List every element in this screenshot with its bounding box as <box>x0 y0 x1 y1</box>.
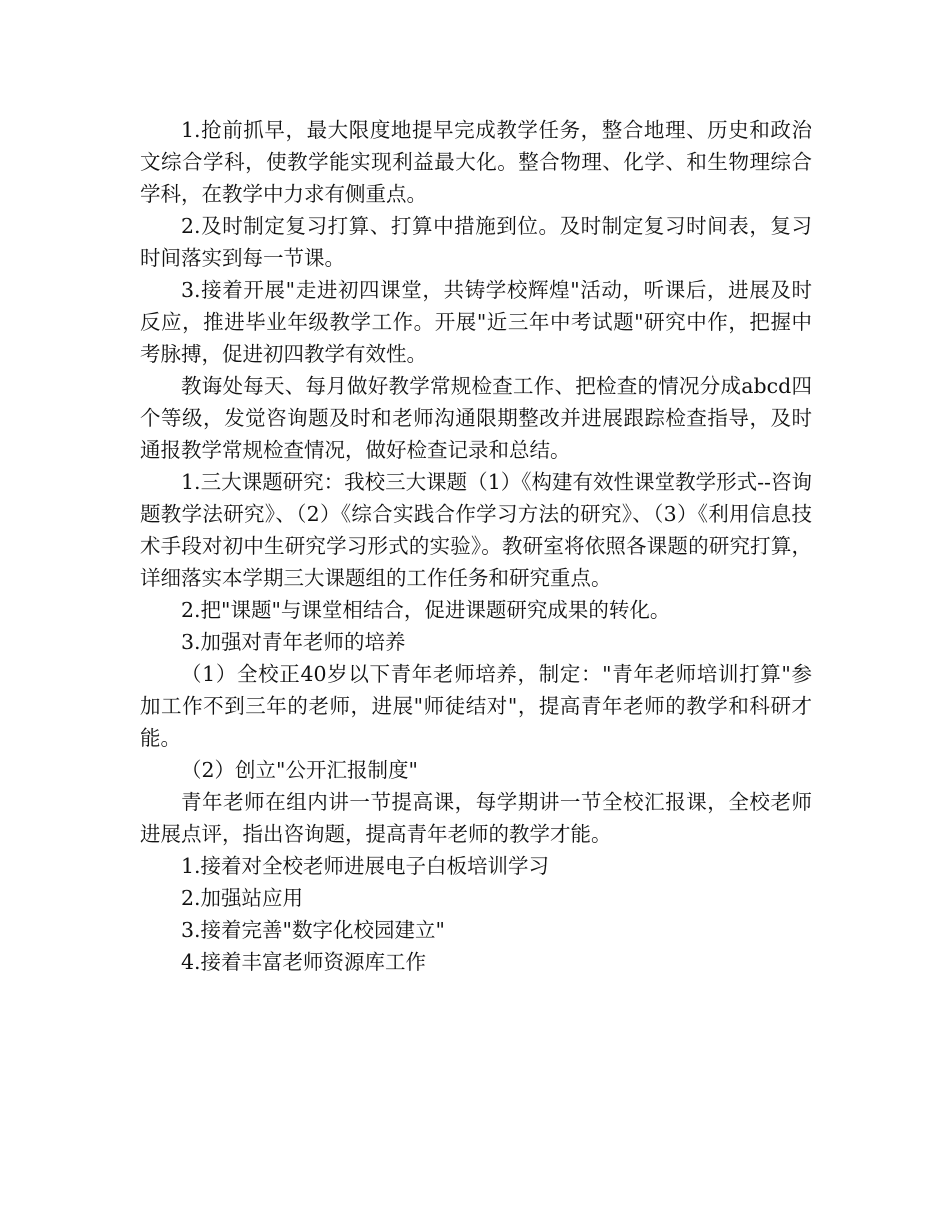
paragraph-3: 3.接着开展"走进初四课堂，共铸学校辉煌"活动，听课后，进展及时反应，推进毕业年级教学工作。开展"近三年中考试题"研究中作，把握中考脉搏，促进初四教学有效性。 <box>140 278 812 366</box>
paragraph-10: 青年老师在组内讲一节提高课，每学期讲一节全校汇报课，全校老师进展点评，指出咨询题，提高青年老师的教学才能。 <box>140 790 812 846</box>
paragraph-5: 1.三大课题研究：我校三大课题（1）《构建有效性课堂教学形式--咨询题教学法研究》、（2）《综合实践合作学习方法的研究》、（3）《利用信息技术手段对初中生研究学习形式的实验》。教研室将依照各课题的研究打算，详细落实本学期三大课题组的工作任务和研究重点。 <box>140 470 812 590</box>
paragraph-6: 2.把"课题"与课堂相结合，促进课题研究成果的转化。 <box>181 598 671 622</box>
paragraph-12: 2.加强站应用 <box>181 886 304 910</box>
paragraph-4: 教诲处每天、每月做好教学常规检查工作、把检查的情况分成abcd四个等级，发觉咨询题及时和老师沟通限期整改并进展跟踪检查指导，及时通报教学常规检查情况，做好检查记录和总结。 <box>140 374 812 462</box>
paragraph-11: 1.接着对全校老师进展电子白板培训学习 <box>181 854 550 878</box>
paragraph-14: 4.接着丰富老师资源库工作 <box>181 950 427 974</box>
paragraph-8: （1）全校正40岁以下青年老师培养，制定："青年老师培训打算"参加工作不到三年的老师，进展"师徒结对"，提高青年老师的教学和科研才能。 <box>140 662 812 750</box>
paragraph-1: 1.抢前抓早，最大限度地提早完成教学任务，整合地理、历史和政治文综合学科，使教学能实现利益最大化。整合物理、化学、和生物理综合学科，在教学中力求有侧重点。 <box>140 118 812 206</box>
paragraph-7: 3.加强对青年老师的培养 <box>181 630 406 654</box>
document-body <box>140 114 812 978</box>
paragraph-2: 2.及时制定复习打算、打算中措施到位。及时制定复习时间表，复习时间落实到每一节课。 <box>140 214 812 270</box>
paragraph-9: （2）创立"公开汇报制度" <box>181 758 418 782</box>
paragraph-13: 3.接着完善"数字化校园建立" <box>181 918 445 942</box>
